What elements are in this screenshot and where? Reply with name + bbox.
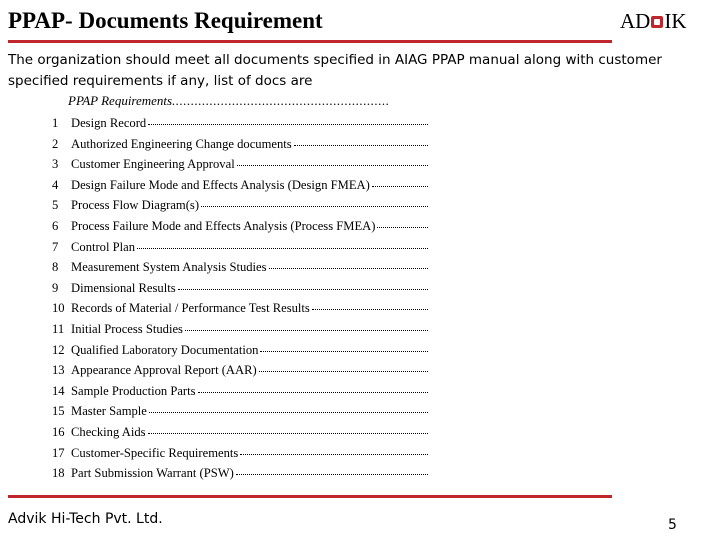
requirement-leader-dots [237,154,428,166]
requirement-number: 10 [52,301,65,316]
requirement-number: 5 [52,198,59,213]
footer-divider [8,495,612,498]
requirement-item [52,195,428,216]
requirement-number: 11 [52,321,65,336]
requirement-label: Master Sample [71,404,147,419]
requirement-item [52,154,428,175]
requirement-leader-dots [148,422,428,434]
requirement-label: Part Submission Warrant (PSW) [71,466,234,481]
requirement-item [52,401,428,422]
requirement-item [52,237,428,258]
requirement-number: 16 [52,424,65,439]
requirement-number: 3 [52,157,59,172]
requirement-number: 15 [52,404,65,419]
requirement-leader-dots [137,237,428,249]
requirement-number: 6 [52,218,59,233]
header-divider [8,40,612,43]
requirement-leader-dots [185,319,428,331]
requirement-item [52,422,428,443]
requirement-label: Design Failure Mode and Effects Analysis (Design FMEA) [71,177,370,192]
requirement-label: Dimensional Results [71,280,176,295]
requirement-number: 14 [52,383,65,398]
requirement-item [52,443,428,464]
requirement-item [52,175,428,196]
requirement-label: Authorized Engineering Change documents [71,136,292,151]
requirements-heading [68,92,428,110]
requirement-label: Process Flow Diagram(s) [71,198,200,213]
requirement-item [52,298,428,319]
requirement-item [52,257,428,278]
requirement-item [52,463,428,484]
requirement-leader-dots [198,381,428,393]
requirement-number: 4 [52,177,59,192]
requirement-number: 13 [52,363,65,378]
requirement-label: Checking Aids [71,424,146,439]
requirement-leader-dots [178,278,428,290]
requirement-label: Appearance Approval Report (AAR) [71,363,257,378]
requirement-label: Design Record [71,116,147,130]
requirement-leader-dots [148,113,428,125]
page-number: 5 [668,517,677,533]
requirement-label: Sample Production Parts [71,383,196,398]
requirement-label: Control Plan [71,239,136,254]
requirement-label: Records of Material / Performance Test Results [71,301,310,316]
requirement-leader-dots [294,134,428,146]
requirement-leader-dots [236,463,428,475]
logo-text-left: AD [620,9,651,33]
requirement-number: 8 [52,260,59,275]
requirement-item [52,360,428,381]
requirement-leader-dots [312,298,428,310]
requirement-item [52,340,428,361]
requirement-label: Initial Process Studies [71,321,183,336]
requirement-label: Qualified Laboratory Documentation [71,342,259,357]
requirement-leader-dots [149,401,428,413]
logo-square-icon [651,16,663,28]
requirement-item [52,134,428,155]
requirement-item [52,216,428,237]
requirement-number: 9 [52,280,59,295]
requirement-label: Customer Engineering Approval [71,157,235,172]
requirements-heading-text: PPAP Requirements [68,93,173,108]
intro-paragraph: The organization should meet all documents specified in AIAG PPAP manual along with customer specified requirements if any, list of docs are [8,52,662,89]
requirement-number: 18 [52,466,65,481]
requirement-number: 7 [52,239,59,254]
logo-text-right: IK [664,9,687,33]
requirement-item [52,381,428,402]
requirement-leader-dots [240,443,428,455]
requirement-leader-dots [269,257,428,269]
requirement-leader-dots [259,360,428,372]
requirement-number: 12 [52,342,65,357]
slide-title: PPAP- Documents Requirement [8,8,323,33]
requirement-item [52,319,428,340]
requirement-leader-dots [260,340,428,352]
requirement-leader-dots [377,216,428,228]
footer-company-name: Advik Hi-Tech Pvt. Ltd. [8,511,163,527]
requirement-item [52,113,428,134]
requirements-heading-dots: .......................................................... [172,93,390,108]
requirement-leader-dots [201,195,428,207]
requirement-label: Process Failure Mode and Effects Analysis (Process FMEA) [71,218,376,233]
requirement-number: 17 [52,445,65,460]
requirement-item [52,278,428,299]
company-logo [620,8,687,34]
requirement-label: Measurement System Analysis Studies [71,260,267,275]
requirement-number: 2 [52,136,59,151]
requirement-number: 1 [52,116,59,130]
requirement-label: Customer-Specific Requirements [71,445,239,460]
requirements-list [52,113,428,484]
requirement-leader-dots [372,175,428,187]
